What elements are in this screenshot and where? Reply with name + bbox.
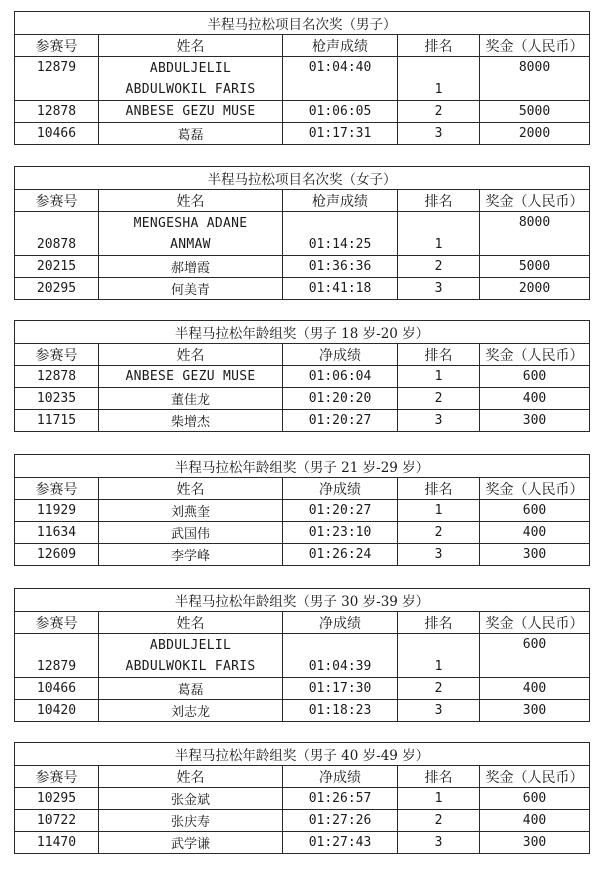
header-time: 净成绩 [283, 766, 398, 788]
bib-cell: 12879 [15, 57, 99, 101]
name-cell: ANBESE GEZU MUSE [99, 101, 283, 123]
table-row [15, 388, 590, 410]
prize-cell: 600 [480, 634, 590, 678]
results-table-age-18-20 [14, 320, 590, 432]
header-time: 枪声成绩 [283, 190, 398, 212]
name-cell: ABDULJELIL ABDULWOKIL FARIS [99, 634, 283, 678]
results-table-age-40-49 [14, 742, 590, 854]
bib-cell: 20215 [15, 256, 99, 278]
prize-cell: 300 [480, 700, 590, 722]
table-title: 半程马拉松项目名次奖（男子） [15, 12, 590, 35]
bib-cell: 11715 [15, 410, 99, 432]
bib-cell: 10235 [15, 388, 99, 410]
time-cell: 01:20:27 [283, 410, 398, 432]
header-prize: 奖金（人民币） [480, 766, 590, 788]
name-cell: ABDULJELIL ABDULWOKIL FARIS [99, 57, 283, 101]
header-bib: 参赛号 [15, 766, 99, 788]
name-cell: 董佳龙 [99, 388, 283, 410]
time-cell: 01:27:43 [283, 832, 398, 854]
results-table-men-overall [14, 11, 590, 145]
name-cell: 葛磊 [99, 123, 283, 145]
name-cell: 何美青 [99, 278, 283, 300]
name-cell: MENGESHA ADANE ANMAW [99, 212, 283, 256]
time-cell: 01:36:36 [283, 256, 398, 278]
header-rank: 排名 [398, 190, 480, 212]
time-cell: 01:06:05 [283, 101, 398, 123]
rank-cell: 2 [398, 101, 480, 123]
rank-cell: 1 [398, 634, 480, 678]
header-name: 姓名 [99, 766, 283, 788]
bib-cell: 20878 [15, 212, 99, 256]
header-rank: 排名 [398, 612, 480, 634]
rank-cell: 3 [398, 832, 480, 854]
header-bib: 参赛号 [15, 612, 99, 634]
bib-cell: 11470 [15, 832, 99, 854]
rank-cell: 1 [398, 57, 480, 101]
rank-cell: 2 [398, 522, 480, 544]
header-prize: 奖金（人民币） [480, 344, 590, 366]
header-rank: 排名 [398, 344, 480, 366]
prize-cell: 600 [480, 788, 590, 810]
bib-cell: 10466 [15, 123, 99, 145]
name-cell: 武国伟 [99, 522, 283, 544]
prize-cell: 2000 [480, 278, 590, 300]
header-name: 姓名 [99, 612, 283, 634]
header-time: 净成绩 [283, 612, 398, 634]
time-cell: 01:20:27 [283, 500, 398, 522]
rank-cell: 3 [398, 700, 480, 722]
header-name: 姓名 [99, 35, 283, 57]
table-row [15, 410, 590, 432]
table-title: 半程马拉松年龄组奖（男子 40 岁-49 岁） [15, 743, 590, 766]
header-bib: 参赛号 [15, 344, 99, 366]
table-title: 半程马拉松年龄组奖（男子 30 岁-39 岁） [15, 589, 590, 612]
rank-cell: 3 [398, 410, 480, 432]
prize-cell: 5000 [480, 256, 590, 278]
time-cell: 01:23:10 [283, 522, 398, 544]
prize-cell: 300 [480, 544, 590, 566]
time-cell: 01:26:57 [283, 788, 398, 810]
table-title: 半程马拉松项目名次奖（女子） [15, 167, 590, 190]
time-cell: 01:14:25 [283, 212, 398, 256]
bib-cell: 12878 [15, 366, 99, 388]
rank-cell: 1 [398, 366, 480, 388]
rank-cell: 3 [398, 123, 480, 145]
name-cell: 张金斌 [99, 788, 283, 810]
results-table-age-30-39 [14, 588, 590, 722]
results-table-age-21-29 [14, 454, 590, 566]
rank-cell: 2 [398, 256, 480, 278]
results-table-women-overall [14, 166, 590, 300]
bib-cell: 20295 [15, 278, 99, 300]
table-row [15, 788, 590, 810]
prize-cell: 600 [480, 366, 590, 388]
name-cell: 李学峰 [99, 544, 283, 566]
prize-cell: 300 [480, 832, 590, 854]
header-bib: 参赛号 [15, 190, 99, 212]
header-name: 姓名 [99, 190, 283, 212]
bib-cell: 10722 [15, 810, 99, 832]
name-cell: 柴增杰 [99, 410, 283, 432]
table-row [15, 634, 590, 678]
name-cell: ANBESE GEZU MUSE [99, 366, 283, 388]
bib-cell: 10295 [15, 788, 99, 810]
bib-cell: 12609 [15, 544, 99, 566]
time-cell: 01:26:24 [283, 544, 398, 566]
header-bib: 参赛号 [15, 35, 99, 57]
header-name: 姓名 [99, 478, 283, 500]
header-name: 姓名 [99, 344, 283, 366]
table-row [15, 810, 590, 832]
table-row [15, 500, 590, 522]
name-cell: 张庆寿 [99, 810, 283, 832]
rank-cell: 1 [398, 788, 480, 810]
header-time: 净成绩 [283, 478, 398, 500]
header-prize: 奖金（人民币） [480, 478, 590, 500]
header-time: 净成绩 [283, 344, 398, 366]
header-time: 枪声成绩 [283, 35, 398, 57]
table-row [15, 101, 590, 123]
table-row [15, 544, 590, 566]
prize-cell: 400 [480, 522, 590, 544]
table-row [15, 832, 590, 854]
rank-cell: 1 [398, 500, 480, 522]
header-rank: 排名 [398, 478, 480, 500]
bib-cell: 11929 [15, 500, 99, 522]
name-cell: 葛磊 [99, 678, 283, 700]
prize-cell: 300 [480, 410, 590, 432]
bib-cell: 10420 [15, 700, 99, 722]
time-cell: 01:41:18 [283, 278, 398, 300]
time-cell: 01:04:40 [283, 57, 398, 101]
name-cell: 刘燕奎 [99, 500, 283, 522]
rank-cell: 3 [398, 544, 480, 566]
header-prize: 奖金（人民币） [480, 35, 590, 57]
time-cell: 01:17:30 [283, 678, 398, 700]
name-cell: 郝增霞 [99, 256, 283, 278]
header-prize: 奖金（人民币） [480, 612, 590, 634]
table-row [15, 278, 590, 300]
prize-cell: 8000 [480, 57, 590, 101]
table-title: 半程马拉松年龄组奖（男子 21 岁-29 岁） [15, 455, 590, 478]
header-rank: 排名 [398, 35, 480, 57]
table-row [15, 678, 590, 700]
bib-cell: 10466 [15, 678, 99, 700]
table-title: 半程马拉松年龄组奖（男子 18 岁-20 岁） [15, 321, 590, 344]
table-row [15, 212, 590, 256]
prize-cell: 400 [480, 678, 590, 700]
table-row [15, 366, 590, 388]
time-cell: 01:27:26 [283, 810, 398, 832]
prize-cell: 400 [480, 810, 590, 832]
time-cell: 01:20:20 [283, 388, 398, 410]
table-row [15, 256, 590, 278]
time-cell: 01:18:23 [283, 700, 398, 722]
table-row [15, 57, 590, 101]
rank-cell: 1 [398, 212, 480, 256]
header-rank: 排名 [398, 766, 480, 788]
prize-cell: 8000 [480, 212, 590, 256]
table-row [15, 700, 590, 722]
prize-cell: 2000 [480, 123, 590, 145]
bib-cell: 11634 [15, 522, 99, 544]
time-cell: 01:17:31 [283, 123, 398, 145]
time-cell: 01:06:04 [283, 366, 398, 388]
rank-cell: 2 [398, 388, 480, 410]
header-prize: 奖金（人民币） [480, 190, 590, 212]
bib-cell: 12878 [15, 101, 99, 123]
prize-cell: 400 [480, 388, 590, 410]
name-cell: 武学谦 [99, 832, 283, 854]
table-row [15, 522, 590, 544]
prize-cell: 600 [480, 500, 590, 522]
prize-cell: 5000 [480, 101, 590, 123]
header-bib: 参赛号 [15, 478, 99, 500]
bib-cell: 12879 [15, 634, 99, 678]
rank-cell: 2 [398, 810, 480, 832]
rank-cell: 3 [398, 278, 480, 300]
rank-cell: 2 [398, 678, 480, 700]
name-cell: 刘志龙 [99, 700, 283, 722]
table-row [15, 123, 590, 145]
time-cell: 01:04:39 [283, 634, 398, 678]
